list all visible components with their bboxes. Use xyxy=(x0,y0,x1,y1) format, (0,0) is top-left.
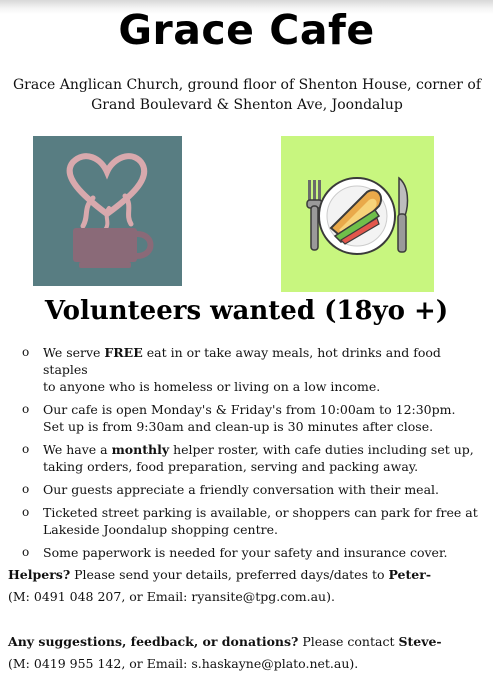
list-item: o Some paperwork is needed for your safety and insurance cover. xyxy=(22,545,448,560)
bullet-marker: o xyxy=(22,345,30,359)
list-item: o We serve FREE eat in or take away meals, hot drinks and food staples to anyone who is homeless or living on a low income. xyxy=(22,345,441,394)
sandwich-plate-cutlery-icon xyxy=(281,136,434,292)
bullet-marker: o xyxy=(22,442,30,456)
list-item: o We have a monthly helper roster, with cafe duties including set up, taking orders, food preparation, serving and packing away. xyxy=(22,442,474,474)
helpers-contact: (M: 0491 048 207, or Email: ryansite@tpg.com.au). xyxy=(8,589,335,604)
heart-steam-coffee-cup-icon xyxy=(33,136,182,286)
page-title: Grace Cafe xyxy=(118,6,375,54)
bullet-marker: o xyxy=(22,545,30,559)
address-text: Grace Anglican Church, ground floor of Shenton House, corner of Grand Boulevard & Shenton Ave, Joondalup xyxy=(12,77,482,113)
bullet-marker: o xyxy=(22,505,30,519)
volunteers-headline: Volunteers wanted (18yo +) xyxy=(44,296,449,326)
bullet-marker: o xyxy=(22,482,30,496)
coffee-image xyxy=(33,136,182,286)
list-item: o Our guests appreciate a friendly conversation with their meal. xyxy=(22,482,439,497)
list-item: o Ticketed street parking is available, or shoppers can park for free at Lakeside Joondalup shopping centre. xyxy=(22,505,478,537)
helpers-paragraph: Helpers? Please send your details, preferred days/dates to Peter- xyxy=(8,567,432,582)
info-list xyxy=(20,344,482,567)
suggestions-paragraph: Any suggestions, feedback, or donations? Please contact Steve- xyxy=(8,634,442,649)
plate-image xyxy=(281,136,434,292)
list-item: o Our cafe is open Monday's & Friday's from 10:00am to 12:30pm. Set up is from 9:30am and clean-up is 30 minutes after close. xyxy=(22,402,456,434)
bullet-marker: o xyxy=(22,402,30,416)
suggestions-contact: (M: 0419 955 142, or Email: s.haskayne@plato.net.au). xyxy=(8,656,359,671)
